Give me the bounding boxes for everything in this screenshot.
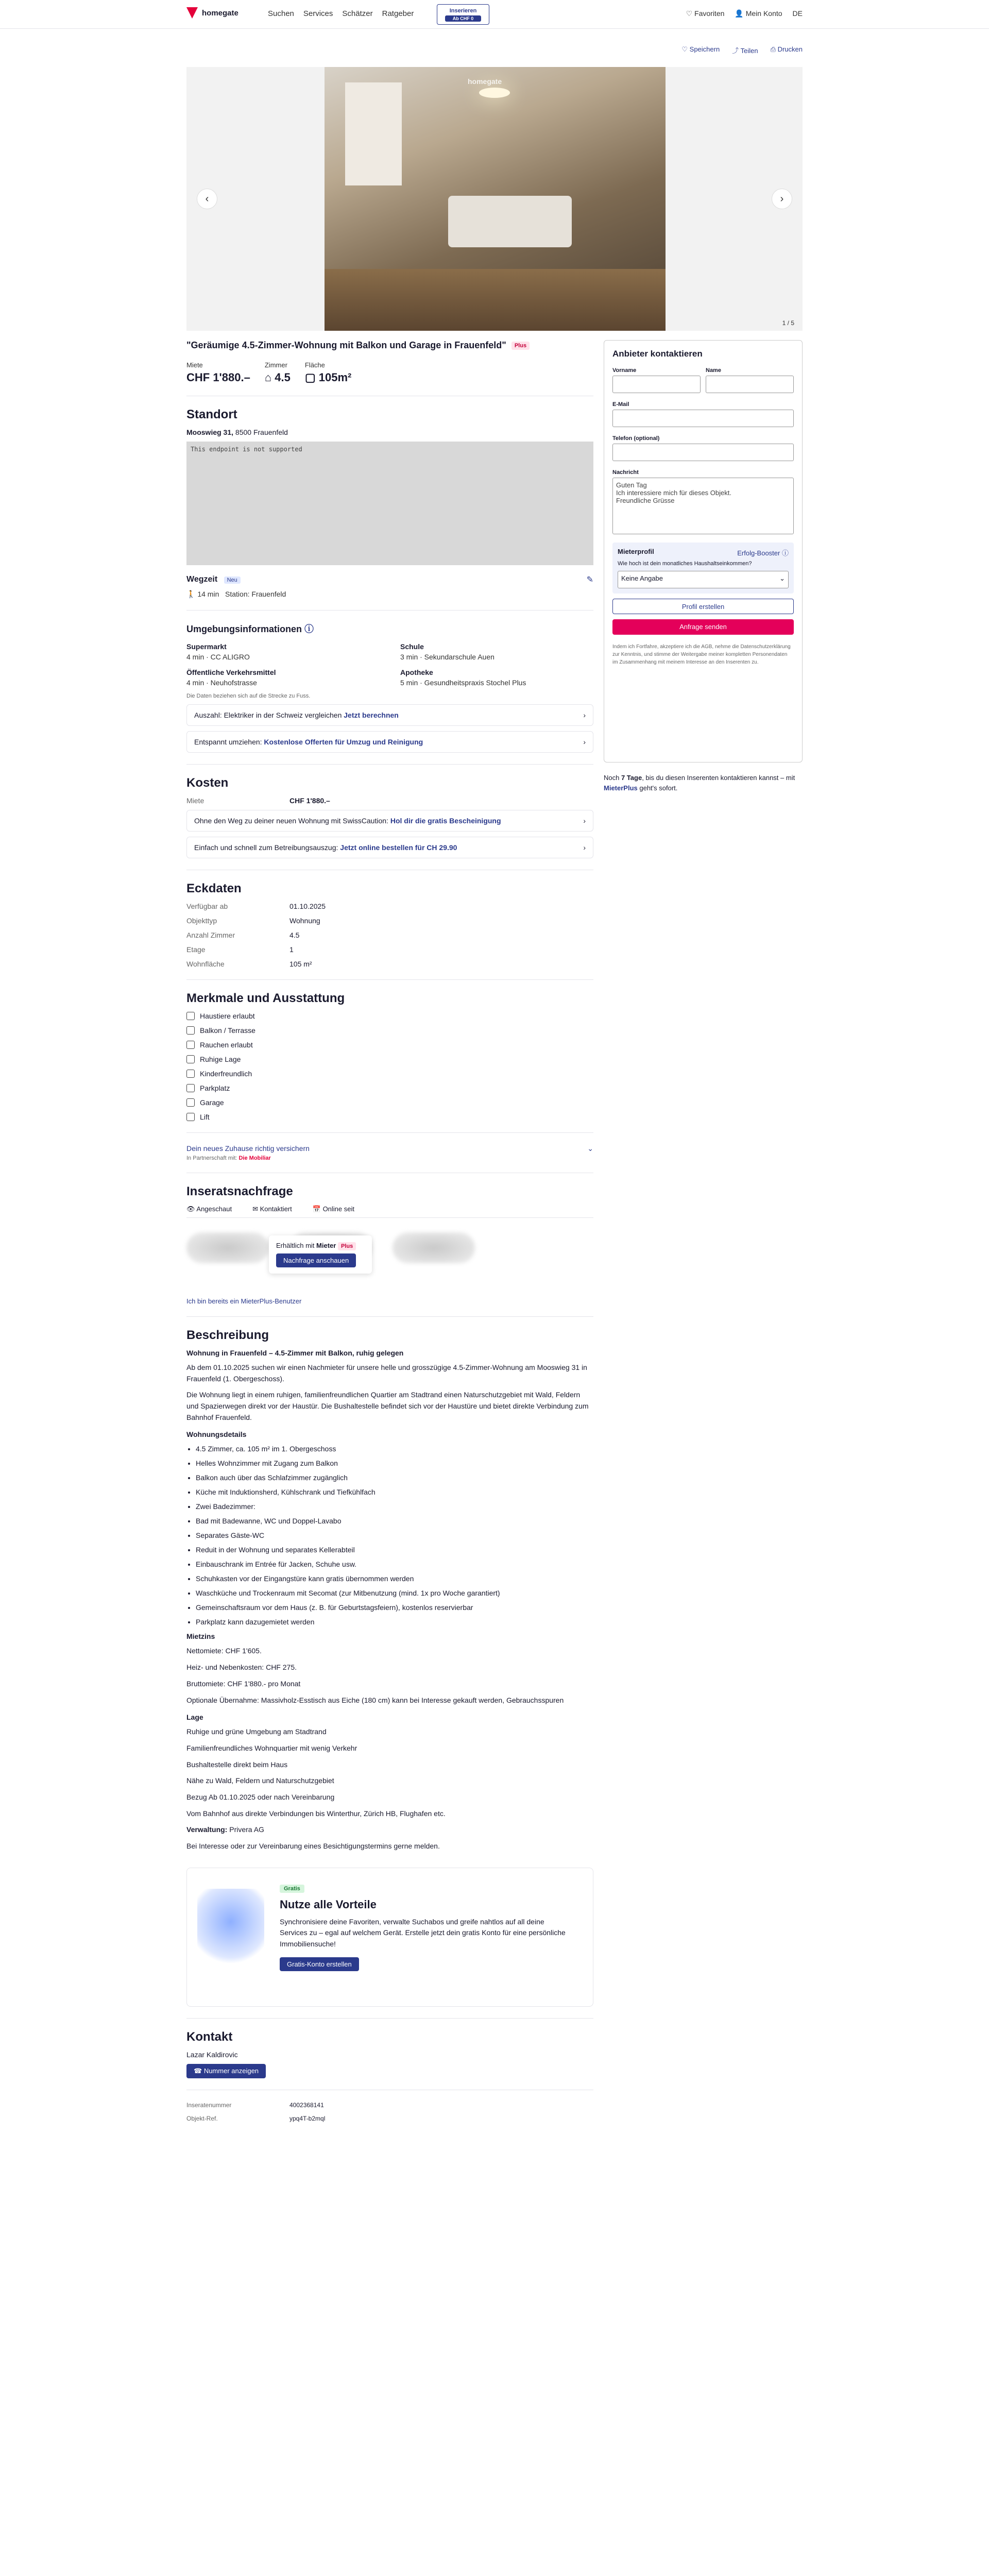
- feature-label: Ruhige Lage: [200, 1055, 241, 1063]
- env-head: Apotheke: [400, 668, 433, 676]
- feature-label: Haustiere erlaubt: [200, 1012, 255, 1020]
- tab-label: Kontaktiert: [260, 1205, 292, 1213]
- chevron-right-icon: ›: [583, 711, 586, 719]
- lage-heading: Lage: [186, 1713, 203, 1722]
- env-head: Schule: [400, 642, 424, 651]
- swisscaution-link[interactable]: [186, 810, 593, 832]
- costs-table: [186, 796, 593, 805]
- features-heading: Merkmale und Ausstattung: [186, 991, 345, 1005]
- first-name-field[interactable]: [612, 376, 701, 393]
- detail-item: • Waschküche und Trockenraum mit Secomat (zur Mitbenutzung (mind. 1x pro Woche garantiert): [196, 1589, 593, 1597]
- feature-label: Garage: [200, 1098, 224, 1107]
- fact-value: Wohnung: [289, 917, 320, 925]
- eye-icon: 👁: [186, 1205, 197, 1213]
- detail-item: • Bad mit Badewanne, WC und Doppel-Lavabo: [196, 1517, 593, 1525]
- rooms-number: 4.5: [275, 371, 291, 384]
- link-pre: Auszahl: Elektriker in der Schweiz vergleichen: [194, 711, 344, 719]
- fact-key: Objekttyp: [186, 917, 217, 925]
- tab-contacted[interactable]: [252, 1205, 292, 1213]
- popup-bold: Mieter: [316, 1242, 336, 1249]
- insurance-link-text: Dein neues Zuhause richtig versichern: [186, 1144, 310, 1153]
- feature-item: [186, 1070, 593, 1078]
- income-select-value: Keine Angabe: [621, 574, 663, 582]
- phone-field[interactable]: [612, 444, 794, 461]
- env-item-transport: [186, 668, 380, 687]
- rent-label: Miete: [186, 361, 203, 369]
- chevron-right-icon: ›: [780, 193, 784, 205]
- feature-item: [186, 1113, 593, 1121]
- divider: [186, 764, 593, 765]
- phone-icon: ☎: [194, 2066, 204, 2075]
- message-label: Nachricht: [612, 469, 639, 476]
- env-item-school: [400, 642, 593, 661]
- feature-item: [186, 1041, 593, 1049]
- share-label: Teilen: [740, 47, 758, 55]
- inquiry-tabs: [186, 1205, 593, 1218]
- feature-label: Kinderfreundlich: [200, 1070, 252, 1078]
- feature-label: Balkon / Terrasse: [200, 1026, 255, 1035]
- description-heading: Beschreibung: [186, 1328, 269, 1342]
- environment-heading-text: Umgebungsinformationen: [186, 624, 302, 634]
- create-account-button[interactable]: Gratis-Konto erstellen: [280, 1957, 359, 1971]
- listing-title: "Geräumige 4.5-Zimmer-Wohnung mit Balkon und Garage in Frauenfeld": [186, 340, 506, 350]
- account-label: Mein Konto: [745, 9, 782, 18]
- detail-item: • Gemeinschaftsraum vor dem Haus (z. B. für Geburtstagsfeiern), kostenlos reservierbar: [196, 1603, 593, 1612]
- contact-form: [604, 340, 803, 762]
- listing-main: [186, 340, 593, 2122]
- wait-days: 7 Tage: [621, 774, 642, 782]
- paw-icon: [186, 1012, 195, 1020]
- chevron-right-icon: ›: [583, 843, 586, 852]
- balcony-icon: [186, 1026, 195, 1035]
- share-icon: ⤴: [732, 47, 741, 55]
- print-icon: ⎙: [770, 45, 778, 53]
- facts-table: [186, 902, 593, 968]
- route-station: Station: Frauenfeld: [225, 590, 286, 598]
- chevron-left-icon: ‹: [205, 193, 209, 205]
- account-link[interactable]: [735, 9, 782, 18]
- plus-badge: Plus: [511, 342, 530, 350]
- view-inquiry-button[interactable]: Nachfrage anschauen: [276, 1253, 356, 1267]
- moving-link[interactable]: [186, 731, 593, 753]
- phone-label: Telefon (optional): [612, 435, 660, 442]
- route-section: [186, 574, 593, 585]
- env-item-supermarket: [186, 642, 380, 661]
- fact-key: Anzahl Zimmer: [186, 931, 235, 939]
- area-label: Fläche: [304, 361, 325, 369]
- address-city: 8500 Frauenfeld: [233, 428, 288, 436]
- admin-value: Privera AG: [227, 1825, 264, 1834]
- feature-label: Rauchen erlaubt: [200, 1041, 253, 1049]
- insert-label: Inserieren: [449, 8, 477, 14]
- main-nav: [268, 9, 414, 18]
- wait-mieterplus: MieterPlus: [604, 784, 638, 792]
- rooms-label: Zimmer: [264, 361, 287, 369]
- income-select[interactable]: [618, 571, 789, 588]
- email-label: E-Mail: [612, 401, 629, 408]
- environment-grid: [186, 642, 593, 687]
- wait-end: geht's sofort.: [637, 784, 678, 792]
- print-button[interactable]: [771, 45, 803, 55]
- location-map[interactable]: [186, 442, 593, 565]
- photo-watermark: homegate: [468, 77, 502, 86]
- details-list: [186, 1445, 593, 1626]
- feature-item: [186, 1055, 593, 1063]
- insert-sub: Ab CHF 0: [445, 15, 481, 22]
- image-gallery[interactable]: [186, 67, 803, 331]
- rent-line: Bruttomiete: CHF 1'880.- pro Monat: [186, 1679, 301, 1688]
- language-select[interactable]: DE: [792, 9, 803, 18]
- lage-line: Vom Bahnhof aus direkte Verbindungen bis Winterthur, Zürich HB, Flughafen etc.: [186, 1809, 446, 1818]
- nav-suchen[interactable]: Suchen: [268, 9, 294, 18]
- logo-text: homegate: [202, 8, 238, 18]
- env-val: 4 min · Neuhofstrasse: [186, 679, 257, 687]
- env-head: Supermarkt: [186, 642, 227, 651]
- create-profile-button[interactable]: Profil erstellen: [612, 599, 794, 614]
- link-pre: Ohne den Weg zu deiner neuen Wohnung mit SwissCaution:: [194, 817, 390, 825]
- lage-line: Familienfreundliches Wohnquartier mit wenig Verkehr: [186, 1743, 357, 1752]
- area-icon: ▢: [304, 371, 319, 384]
- gallery-counter: 1 / 5: [782, 319, 794, 327]
- blurred-stat: [393, 1232, 475, 1263]
- income-question: Wie hoch ist dein monatliches Haushaltseinkommen?: [618, 561, 752, 567]
- key-facts: [186, 361, 593, 384]
- detail-item: • Parkplatz kann dazugemietet werden: [196, 1618, 593, 1626]
- map-error-note: This endpoint is not supported: [191, 446, 302, 453]
- contact-wait-note: [604, 773, 803, 793]
- tab-label: Angeschaut: [196, 1205, 232, 1213]
- account-promo: [186, 1868, 593, 2007]
- feature-item: [186, 1098, 593, 1107]
- chevron-right-icon: ›: [583, 738, 586, 746]
- photo-lamp: [479, 88, 510, 98]
- detail-item: • Einbauschrank im Entrée für Jacken, Schuhe usw.: [196, 1560, 593, 1568]
- tab-label: Online seit: [322, 1205, 354, 1213]
- popup-plus-badge: Plus: [338, 1242, 356, 1250]
- booster-label: Erfolg-Booster: [737, 549, 780, 557]
- rent-line: Heiz- und Nebenkosten: CHF 275.: [186, 1663, 297, 1672]
- wait-pre: Noch: [604, 774, 621, 782]
- chevron-down-icon: ⌄: [779, 574, 785, 582]
- ref-value: ypq4T-b2mql: [289, 2114, 326, 2122]
- heart-outline-icon: ♡: [681, 45, 690, 53]
- link-pre: Entspannt umziehen:: [194, 738, 264, 746]
- cost-value: CHF 1'880.–: [289, 796, 330, 805]
- parking-icon: [186, 1084, 195, 1092]
- tab-online-since[interactable]: [313, 1205, 354, 1213]
- detail-item: • Reduit in der Wohnung und separates Kellerabteil: [196, 1546, 593, 1554]
- send-request-button[interactable]: Anfrage senden: [612, 619, 794, 635]
- message-field[interactable]: Guten Tag Ich interessiere mich für dieses Objekt. Freundliche Grüsse: [612, 478, 794, 534]
- photo-window: [345, 82, 402, 185]
- homegate-logo[interactable]: [186, 7, 238, 19]
- profile-heading: Mieterprofil: [618, 548, 654, 555]
- detail-item: • Schuhkasten vor der Eingangstüre kann gratis übernommen werden: [196, 1574, 593, 1583]
- detail-item: • Küche mit Induktionsherd, Kühlschrank und Tiefkühlfach: [196, 1488, 593, 1496]
- feature-item: [186, 1012, 593, 1020]
- mail-icon: ✉: [252, 1205, 260, 1213]
- feature-label: Parkplatz: [200, 1084, 230, 1092]
- detail-item: • Helles Wohnzimmer mit Zugang zum Balkon: [196, 1459, 593, 1467]
- favorites-link[interactable]: [686, 9, 725, 18]
- description-p1: Ab dem 01.10.2025 suchen wir einen Nachmieter für unsere helle und grosszügige 4.5-Zimmer-Wohnung am Mooswieg 31 in Frauenfeld (1. Obergeschoss).: [186, 1363, 587, 1383]
- wait-mid: , bis du diesen Inserenten kontaktieren kannst – mit: [642, 774, 795, 782]
- gallery-prev-button[interactable]: [197, 189, 217, 209]
- mobiliar-logo: Die Mobiliar: [238, 1155, 271, 1161]
- promo-text: Synchronisiere deine Favoriten, verwalte Suchabos und greife nahtlos auf all deine Services zu – egal auf welchem Gerät. Erstelle jetzt dein gratis Konto für eine persönliche Immobiliensuche!: [280, 1917, 566, 1948]
- listing-actions: [681, 45, 803, 55]
- route-time: 14 min: [197, 590, 219, 598]
- link-strong: Jetzt berechnen: [344, 711, 399, 719]
- mieterplus-popup: [269, 1235, 372, 1274]
- env-head: Öffentliche Verkehrsmittel: [186, 668, 276, 676]
- quiet-icon: [186, 1055, 195, 1063]
- fact-key: Wohnfläche: [186, 960, 225, 968]
- detail-item: • 4.5 Zimmer, ca. 105 m² im 1. Obergeschoss: [196, 1445, 593, 1453]
- detail-item: • Balkon auch über das Schlafzimmer zugänglich: [196, 1473, 593, 1482]
- feature-item: [186, 1084, 593, 1092]
- link-strong: Hol dir die gratis Bescheinigung: [390, 817, 501, 825]
- admin-label: Verwaltung:: [186, 1825, 228, 1834]
- divider: [186, 2018, 593, 2019]
- contact-heading: Kontakt: [186, 2029, 233, 2044]
- logo-mark-icon: [186, 7, 198, 19]
- env-note: Die Daten beziehen sich auf die Strecke zu Fuss.: [186, 693, 311, 699]
- child-icon: [186, 1070, 195, 1078]
- elevator-icon: [186, 1113, 195, 1121]
- edit-route-icon[interactable]: ✎: [586, 575, 593, 584]
- chevron-down-icon: ⌄: [587, 1144, 593, 1153]
- facts-heading: Eckdaten: [186, 882, 242, 895]
- id-label: Inseratenummer: [186, 2101, 232, 2109]
- first-name-label: Vorname: [612, 367, 637, 374]
- fact-value: 1: [289, 945, 294, 954]
- favorites-label: Favoriten: [694, 9, 725, 18]
- insurance-link[interactable]: [186, 1144, 593, 1153]
- form-heading: Anbieter kontaktieren: [612, 349, 703, 359]
- smoking-icon: [186, 1041, 195, 1049]
- popup-pre: Erhältlich mit: [276, 1242, 317, 1249]
- promo-title: Nutze alle Vorteile: [280, 1897, 377, 1911]
- user-icon: 👤: [735, 9, 746, 18]
- address: [186, 428, 593, 436]
- closing-line: Bei Interesse oder zur Vereinbarung eines Besichtigungstermins gerne melden.: [186, 1842, 440, 1850]
- partner-pre: In Partnerschaft mit:: [186, 1155, 239, 1161]
- photo-sofa: [448, 196, 572, 247]
- route-info: [186, 590, 593, 599]
- location-heading: Standort: [186, 408, 237, 421]
- save-label: Speichern: [689, 45, 720, 53]
- address-street: Mooswieg 31,: [186, 428, 234, 436]
- ref-label: Objekt-Ref.: [186, 2114, 218, 2122]
- save-button[interactable]: [681, 45, 720, 55]
- lage-line: Ruhige und grüne Umgebung am Stadtrand: [186, 1727, 327, 1736]
- calendar-icon: 📅: [312, 1205, 323, 1213]
- divider: [186, 1132, 593, 1133]
- garage-icon: [186, 1098, 195, 1107]
- route-new-badge: Neu: [224, 577, 241, 584]
- house-icon: ⌂: [264, 371, 275, 384]
- fact-key: Verfügbar ab: [186, 902, 228, 910]
- promo-illustration: [197, 1889, 264, 1971]
- area-number: 105m²: [318, 371, 352, 384]
- email-field[interactable]: [612, 410, 794, 427]
- share-button[interactable]: [732, 45, 758, 55]
- area-value: [305, 371, 352, 384]
- blurred-stat: [186, 1232, 269, 1263]
- rent-value: CHF 1'880.–: [186, 371, 250, 384]
- info-icon[interactable]: ⓘ: [304, 624, 314, 634]
- heart-icon: ♡: [686, 9, 695, 18]
- debt-extract-link[interactable]: [186, 837, 593, 858]
- tenant-profile-box: [612, 543, 794, 594]
- env-val: 4 min · CC ALIGRO: [186, 653, 250, 661]
- cost-label: Miete: [186, 796, 204, 805]
- rooms-value: [265, 371, 291, 384]
- fact-key: Etage: [186, 945, 206, 954]
- promo-badge: Gratis: [280, 1885, 304, 1893]
- inquiry-heading: Inseratsnachfrage: [186, 1184, 293, 1198]
- detail-item: • Zwei Badezimmer:: [196, 1502, 593, 1511]
- listing-ids: [186, 2102, 593, 2122]
- inquiry-stats: [186, 1232, 593, 1294]
- lage-line: Bezug Ab 01.10.2025 oder nach Vereinbarung: [186, 1792, 335, 1801]
- listing-photo[interactable]: [325, 67, 666, 331]
- chevron-right-icon: ›: [583, 817, 586, 825]
- description-lead: Wohnung in Frauenfeld – 4.5-Zimmer mit Balkon, ruhig gelegen: [186, 1349, 404, 1357]
- link-pre: Einfach und schnell zum Betreibungsauszug:: [194, 843, 340, 852]
- detail-item: • Separates Gäste-WC: [196, 1531, 593, 1539]
- link-strong: Kostenlose Offerten für Umzug und Reinigung: [264, 738, 423, 746]
- already-member-link[interactable]: Ich bin bereits ein MieterPlus-Benutzer: [186, 1297, 302, 1305]
- success-booster-link[interactable]: [737, 548, 789, 557]
- rent-heading: Mietzins: [186, 1632, 215, 1641]
- last-name-label: Name: [706, 367, 721, 374]
- blurred-stats: [186, 1232, 593, 1263]
- divider: [186, 979, 593, 980]
- popup-text: [276, 1242, 365, 1249]
- nav-ratgeber[interactable]: Ratgeber: [382, 9, 414, 18]
- fact-value: 4.5: [289, 931, 300, 939]
- admin-line: [186, 1824, 593, 1836]
- top-navigation: [0, 0, 989, 29]
- nav-services[interactable]: Services: [303, 9, 333, 18]
- tab-viewed[interactable]: [186, 1205, 232, 1213]
- walk-icon: 🚶: [186, 590, 198, 598]
- electrician-link[interactable]: [186, 704, 593, 726]
- photo-floor: [325, 269, 666, 331]
- description-p2: Die Wohnung liegt in einem ruhigen, familienfreundlichen Quartier am Stadtrand einen Naturschutzgebiet mit Wald, Feldern und Spazierwegen direkt vor der Haustür. Die Bushaltestelle befindet sich vor der Haustüre und bietet direkte Verbindung zum Bahnhof Frauenfeld.: [186, 1391, 589, 1421]
- id-value: 4002368141: [289, 2101, 324, 2109]
- fact-value: 105 m²: [289, 960, 312, 968]
- costs-heading: Kosten: [186, 776, 229, 790]
- form-legal: Indem ich Fortfahre, akzeptiere ich die AGB, nehme die Datenschutzerklärung zur Kenntnis, und stimme der Weitergabe meiner kompletten Personendaten im Zusammenhang mit meinem Interesse an den Inserenten zu.: [612, 644, 791, 665]
- print-label: Drucken: [777, 45, 803, 53]
- last-name-field[interactable]: [706, 376, 794, 393]
- env-val: 5 min · Gesundheitspraxis Stochel Plus: [400, 679, 526, 687]
- fact-value: 01.10.2025: [289, 902, 326, 910]
- nav-schaetzer[interactable]: Schätzer: [342, 9, 373, 18]
- gallery-next-button[interactable]: [772, 189, 792, 209]
- env-val: 3 min · Sekundarschule Auen: [400, 653, 494, 661]
- lage-line: Nähe zu Wald, Feldern und Naturschutzgebiet: [186, 1776, 334, 1785]
- divider: [186, 1316, 593, 1317]
- details-heading: Wohnungsdetails: [186, 1430, 247, 1439]
- env-item-pharmacy: [400, 668, 593, 687]
- lage-line: Bushaltestelle direkt beim Haus: [186, 1760, 288, 1769]
- rent-line: Nettomiete: CHF 1'605.: [186, 1647, 262, 1655]
- insert-button[interactable]: [437, 4, 489, 25]
- features-list: [186, 1012, 593, 1121]
- info-icon: ⓘ: [781, 549, 789, 557]
- optional-note: Optionale Übernahme: Massivholz-Esstisch aus Eiche (180 cm) kann bei Interesse gekauft werden, Gebrauchsspuren: [186, 1696, 564, 1704]
- link-strong: Jetzt online bestellen für CH 29.90: [340, 843, 457, 852]
- route-heading: Wegzeit: [186, 575, 218, 584]
- insurance-partner: [186, 1155, 593, 1161]
- contact-name: Lazar Kaldirovic: [186, 2050, 238, 2059]
- user-actions: [686, 9, 803, 18]
- environment-heading: [186, 622, 593, 635]
- divider: [186, 610, 593, 611]
- feature-label: Lift: [200, 1113, 210, 1121]
- show-number-label: Nummer anzeigen: [203, 2066, 259, 2075]
- show-number-button[interactable]: [186, 2064, 266, 2078]
- feature-item: [186, 1026, 593, 1035]
